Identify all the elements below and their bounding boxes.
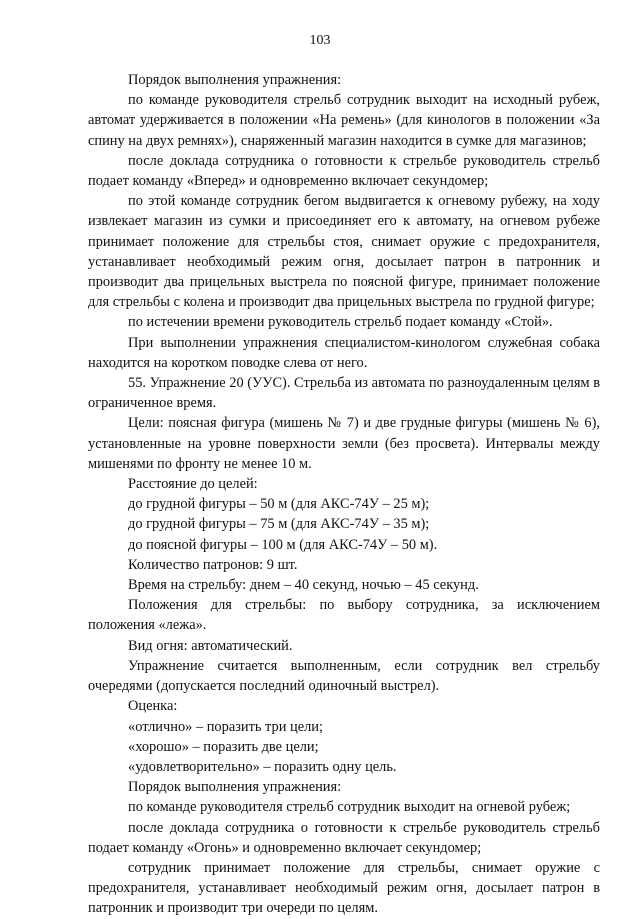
paragraph-completion-criteria: Упражнение считается выполненным, если сотрудник вел стрельбу очередями (допускается последний одиночный выстрел). (88, 657, 600, 695)
paragraph-ammo-count: Количество патронов: 9 шт. (128, 556, 298, 573)
paragraph-step-advance: по этой команде сотрудник бегом выдвигается к огневому рубежу, на ходу извлекает магазин из сумки и присоединяет его к автомату, на огневом рубеже принимает положение для стрельбы стоя, снимает оружие с предохранителя, устанавливает необходимый режим огня, досылает патрон в патронник и производит два прицельных выстрела по поясной фигуре, принимает положение для стрельбы с колена и производит два прицельных выстрела по грудной фигуре; (88, 193, 600, 311)
paragraph-grade-good: «хорошо» – поразить две цели; (128, 738, 319, 755)
paragraph-procedure-heading: Порядок выполнения упражнения: (128, 72, 342, 88)
paragraph-time-limit: Время на стрельбу: днем – 40 секунд, ночью – 45 секунд. (128, 577, 479, 594)
paragraph-step-fire-bursts: сотрудник принимает положение для стрельбы, снимает оружие с предохранителя, устанавливает необходимый режим огня, досылает патрон в патронник и производит три очереди по целям. (88, 859, 600, 917)
paragraph-firing-positions: Положения для стрельбы: по выбору сотрудника, за исключением положения «лежа». (88, 597, 600, 634)
paragraph-dog-handler-note: При выполнении упражнения специалистом-кинологом служебная собака находится на коротком поводке слева от него. (88, 334, 600, 371)
paragraph-fire-mode: Вид огня: автоматический. (128, 637, 293, 654)
paragraph-step-stop: по истечении времени руководитель стрельб подает команду «Стой». (128, 314, 553, 331)
paragraph-step-firing-line: по команде руководителя стрельб сотрудник выходит на огневой рубеж; (128, 799, 571, 816)
paragraph-targets: Цели: поясная фигура (мишень № 7) и две грудные фигуры (мишень № 6), установленные на уровне поверхности земли (без просвета). Интервалы между мишенями по фронту не менее 10 м. (88, 415, 600, 472)
paragraph-step-fire-command: после доклада сотрудника о готовности к стрельбе руководитель стрельб подает команду «Огонь» и одновременно включает секундомер; (88, 819, 600, 856)
paragraph-grade-satisfactory: «удовлетворительно» – поразить одну цель. (128, 758, 397, 775)
paragraph-distance-1: до грудной фигуры – 50 м (для АКС-74У – 25 м); (128, 496, 430, 513)
document-body (88, 70, 600, 919)
paragraph-procedure-heading-2: Порядок выполнения упражнения: (128, 779, 342, 796)
paragraph-grading-heading: Оценка: (128, 698, 178, 715)
paragraph-step-forward-command: после доклада сотрудника о готовности к стрельбе руководитель стрельб подает команду «Вперед» и одновременно включает секундомер; (88, 152, 600, 190)
paragraph-distance-3: до поясной фигуры – 100 м (для АКС-74У – 50 м). (128, 536, 438, 553)
paragraph-distance-heading: Расстояние до целей: (128, 476, 258, 493)
paragraph-grade-excellent: «отлично» – поразить три цели; (128, 718, 323, 735)
page-number: 103 (309, 33, 331, 48)
paragraph-distance-2: до грудной фигуры – 75 м (для АКС-74У – 35 м); (128, 516, 430, 533)
paragraph-step-start-line: по команде руководителя стрельб сотрудник выходит на исходный рубеж, автомат удерживается в положении «На ремень» (для кинологов в положении «За спину на двух ремнях»), снаряженный магазин находится в сумке для магазинов; (88, 92, 600, 149)
paragraph-exercise-20-title: 55. Упражнение 20 (УУС). Стрельба из автомата по разноудаленным целям в ограниченное время. (88, 375, 600, 412)
